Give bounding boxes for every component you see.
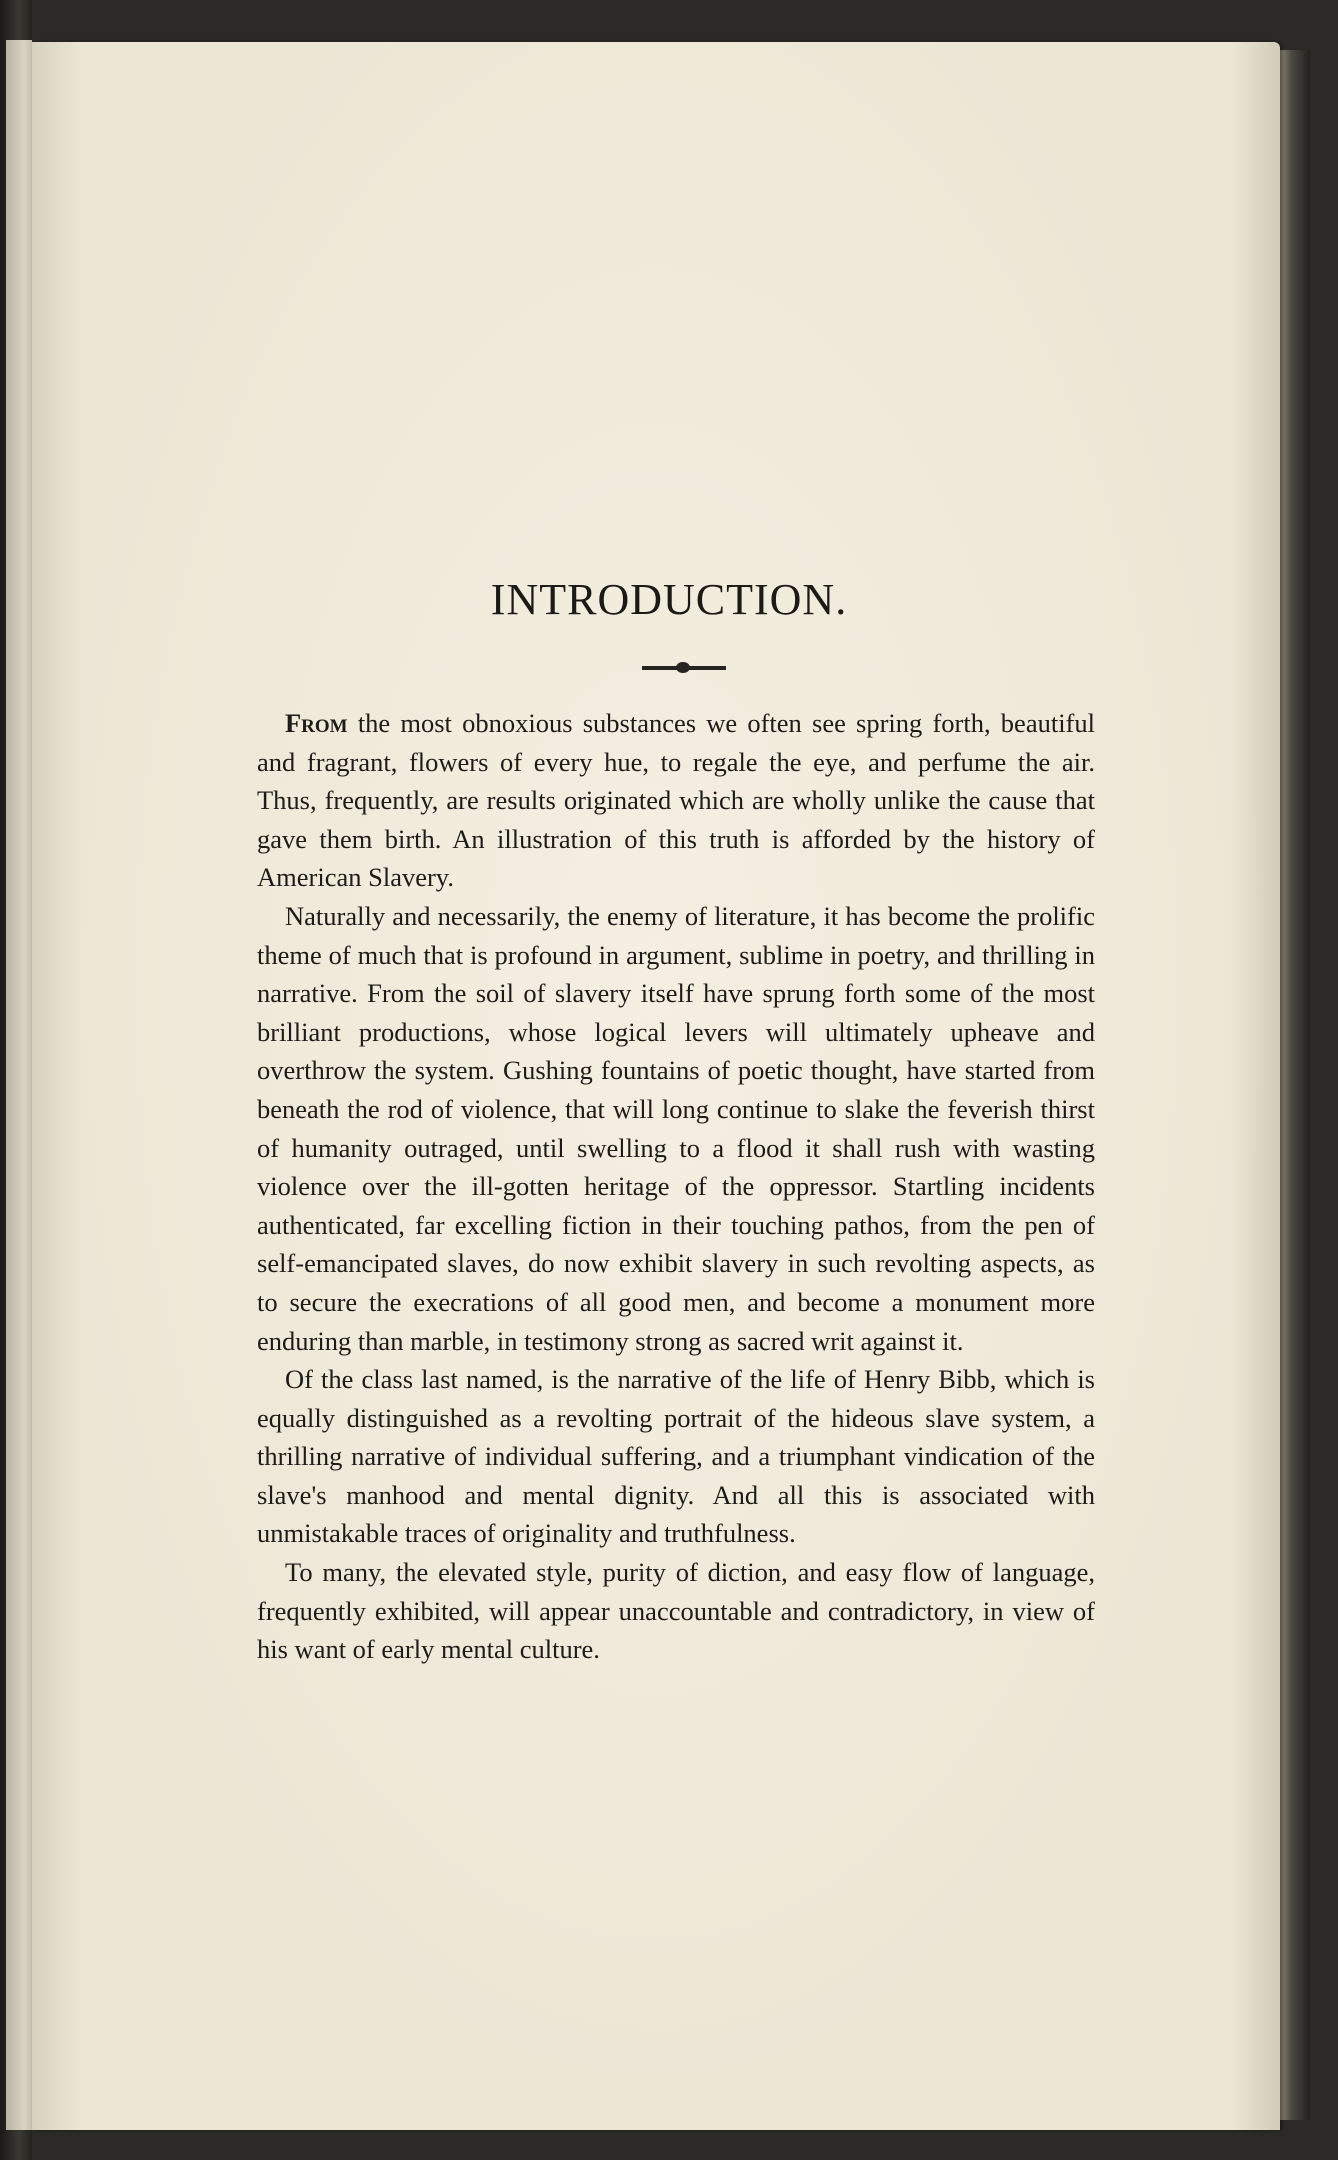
right-page-edge — [1280, 50, 1310, 2120]
paragraph-3: Of the class last named, is the narrative of the life of Henry Bibb, which is equally distinguished as a revolting portrait of the hideous slave system, a thrilling narrative of individual suffering, and a triumphant vindication of the slave's manhood and mental dignity. And all this is associated with unmistakable traces of originality and truthfulness. — [257, 1364, 1095, 1549]
paragraph-2: Naturally and necessarily, the enemy of literature, it has become the prolific theme of much that is profound in argument, sublime in poetry, and thrilling in narrative. From the soil of slavery itself have sprung forth some of the most brilliant productions, whose logical levers will ultimately upheave and overthrow the system. Gushing fountains of poetic thought, have started from beneath the rod of violence, that will long continue to slake the feverish thirst of humanity outraged, until swelling to a flood it shall rush with wasting violence over the ill-gotten heritage of the oppressor. Startling incidents authenticated, far excelling fiction in their touching pathos, from the pen of self-emancipated slaves, do now exhibit slavery in such revolting aspects, as to secure the execrations of all good men, and become a monument more enduring than marble, in testimony strong as sacred writ against it. — [257, 900, 1095, 1356]
left-page-edge — [6, 40, 32, 2130]
paragraph-1-text: the most obnoxious substances we often see spring forth, beautiful and fragrant, flowers of every hue, to regale the eye, and perfume the air. Thus, frequently, are results originated which are wholly unlike the cause that gave them birth. An illustration of this truth is afforded by the history of American Slavery. — [257, 708, 1095, 893]
title-ornament-dot — [676, 662, 690, 673]
paragraph-4: To many, the elevated style, purity of diction, and easy flow of language, frequently exhibited, will appear unaccountable and contradictory, in view of his want of early mental culture. — [257, 1557, 1095, 1665]
paragraph-1 — [257, 704, 1095, 897]
page-body — [257, 704, 1095, 1669]
page-title: INTRODUCTION. — [490, 575, 848, 624]
drop-lead-word: From — [285, 708, 348, 738]
